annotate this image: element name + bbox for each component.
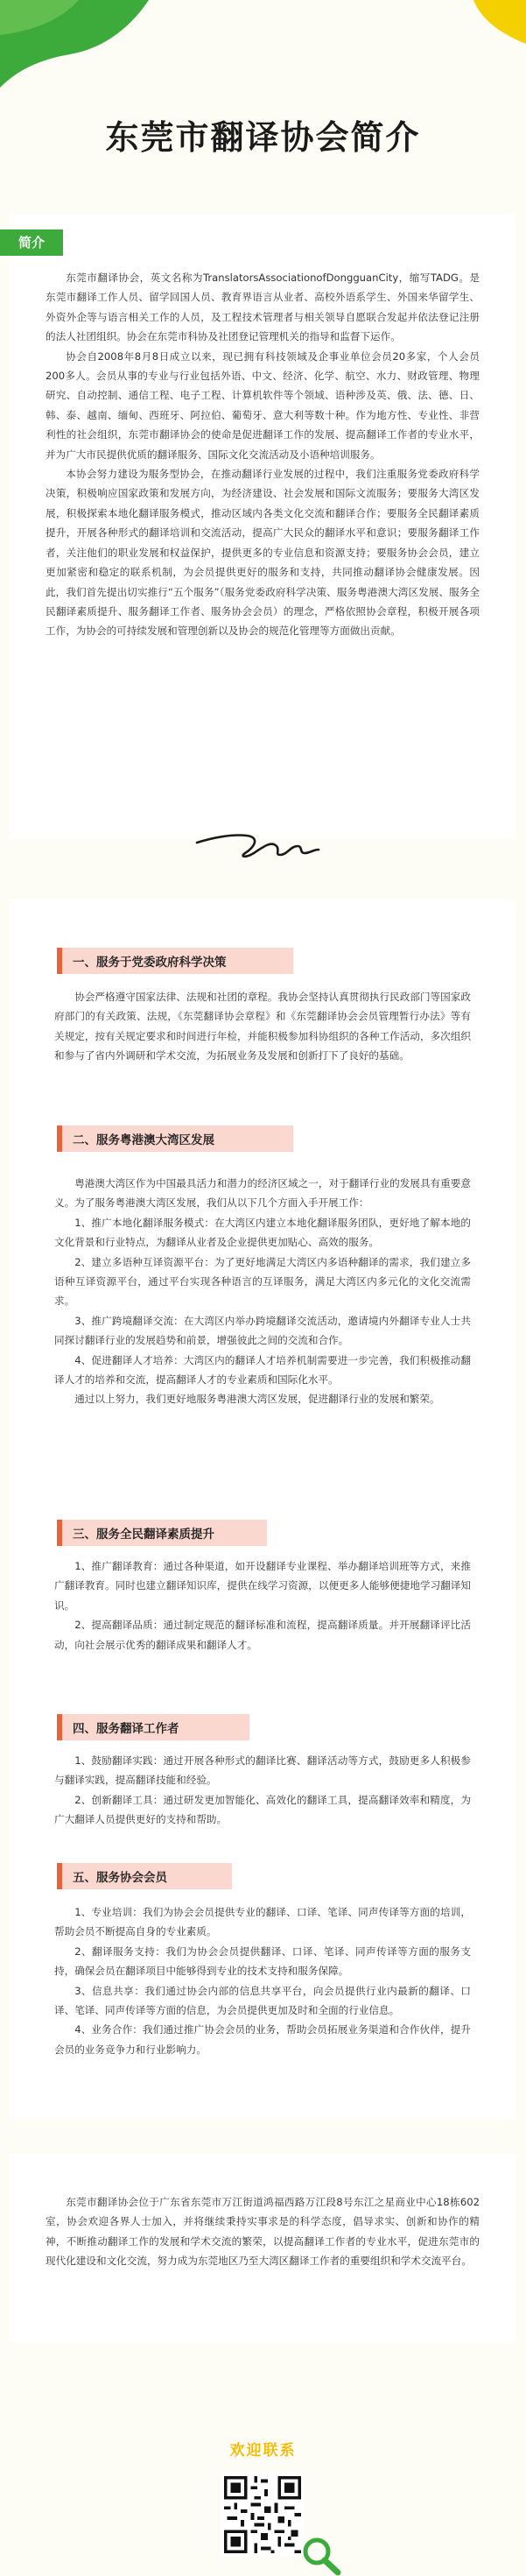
section-paragraph: 协会严格遵守国家法律、法规和社团的章程。我协会坚持认真贯彻执行民政部门等国家政府部门的有关政策、法规，《东莞翻译协会章程》和《东莞翻译协会会员管理暂行办法》等有关规定，按有关规定要求和时间进行年检，并能积极参加科协组织的各种工作活动，多次组织和参与了省内外调研和学术交流，为拓展业务及发展和创新打下了良好的基础。 bbox=[54, 991, 471, 1062]
closing-paragraph: 东莞市翻译协会位于广东省东莞市万江街道鸿福西路万江段8号东江之星商业中心18栋602室，协会欢迎各界人士加入，并将继续秉持实事求是的科学态度，倡导求实、创新和协作的精神，不断推动翻译工作的发展和学术交流的繁荣，以提高翻译工作者的专业水平，促进东莞市的现代化建设和文化交流，努力成为东莞地区乃至大湾区翻译工作者的重要组织和学术交流平台。 bbox=[46, 2196, 480, 2268]
corner-leaf-yellow-icon bbox=[456, 0, 526, 44]
closing-body bbox=[46, 2192, 480, 2271]
section-paragraph: 通过以上努力，我们更好地服务粤港澳大湾区发展，促进翻译行业的发展和繁荣。 bbox=[74, 1393, 440, 1406]
section-body-2 bbox=[54, 1174, 471, 1409]
section-paragraph: 3、推广跨境翻译交流：在大湾区内举办跨境翻译交流活动，邀请境内外翻译专业人士共同探讨翻译行业的发展趋势和前景，增强彼此之间的交流和合作。 bbox=[54, 1314, 471, 1347]
section-body-1 bbox=[54, 987, 471, 1066]
contact-title: 欢迎联系 bbox=[229, 2442, 297, 2460]
squiggle-divider-icon bbox=[193, 815, 324, 867]
section-paragraph: 1、专业培训：我们为协会会员提供专业的翻译、口译、笔译、同声传译等方面的培训，帮助会员不断提高自身的专业素质。 bbox=[54, 1906, 471, 1938]
section-body-5 bbox=[54, 1902, 471, 2059]
section-paragraph: 2、提高翻译品质：通过制定规范的翻译标准和流程，提高翻译质量。并开展翻译评比活动，向社会展示优秀的翻译成果和翻译人才。 bbox=[54, 1619, 471, 1651]
section-heading-1: 一、服务于党委政府科学决策 bbox=[57, 948, 293, 974]
section-paragraph: 1、推广本地化翻译服务模式：在大湾区内建立本地化翻译服务团队，更好地了解本地的文化背景和行业特点，为翻译从业者及企业提供更加贴心、高效的服务。 bbox=[54, 1216, 471, 1249]
intro-tag: 简介 bbox=[0, 229, 63, 256]
section-heading-2: 二、服务粤港澳大湾区发展 bbox=[57, 1126, 293, 1152]
section-paragraph: 3、信息共享：我们通过协会内部的信息共享平台，向会员提供行业内最新的翻译、口译、笔译、同声传译等方面的信息，为会员提供更加及时和全面的行业信息。 bbox=[54, 1984, 471, 2017]
section-paragraph: 4、业务合作：我们通过推广协会会员的业务，帮助会员拓展业务渠道和合作伙伴，提升会员的业务竞争力和行业影响力。 bbox=[54, 2023, 471, 2056]
section-paragraph: 2、建立多语种互译资源平台：为了更好地满足大湾区内多语种翻译的需求，我们建立多语种互译资源平台，通过平台实现各种语言的互译服务，满足大湾区内多元化的文化交流需求。 bbox=[54, 1255, 471, 1308]
intro-body bbox=[46, 268, 480, 641]
section-paragraph: 2、创新翻译工具：通过研发更加智能化、高效化的翻译工具，提高翻译效率和精度，为广大翻译人员提供更好的支持和帮助。 bbox=[54, 1793, 471, 1826]
services-card bbox=[9, 900, 516, 2119]
corner-leaf-green-icon bbox=[0, 0, 149, 88]
section-body-3 bbox=[54, 1556, 471, 1655]
intro-paragraph: 本协会努力建设为服务型协会，在推动翻译行业发展的过程中，我们注重服务党委政府科学决策，积极响应国家政策和发展方向，为经济建设、社会发展和国际文流服务；要服务大湾区发展，积极探索本地化翻译服务模式，推动区域内各类文化交流和翻译合作；要服务全民翻译素质提升，开展各种形式的翻译培训和交流活动，提高广大民众的翻译水平和意识；要服务翻译工作者，关注他们的职业发展和权益保护，提供更多的专业信息和资源支持；要服务协会会员，建立更加紧密和稳定的联系机制，为会员提供更好的服务和支持，共同推动翻译协会健康发展。因此，我们首先提出切实推行“五个服务”（服务党委政府科学决策、服务粤港澳大湾区发展、服务全民翻译素质提升、服务翻译工作者、服务协会会员）的理念，严格依照协会章程，积极开展各项工作，为协会的可持续发展和管理创新以及协会的规范化管理等方面做出贡献。 bbox=[46, 468, 480, 638]
section-paragraph: 2、翻译服务支持：我们为协会会员提供翻译、口译、笔译、同声传译等方面的服务支持，确保会员在翻译项目中能够得到专业的技术支持和服务保障。 bbox=[54, 1944, 471, 1978]
magnifier-icon bbox=[298, 2534, 350, 2576]
closing-card bbox=[9, 2154, 516, 2342]
section-heading-3: 三、服务全民翻译素质提升 bbox=[57, 1520, 267, 1546]
section-heading-4: 四、服务翻译工作者 bbox=[57, 1714, 249, 1740]
section-body-4 bbox=[54, 1751, 471, 1830]
qr-code-icon[interactable] bbox=[221, 2473, 305, 2557]
intro-paragraph: 东莞市翻译协会，英文名称为TranslatorsAssociationofDongguanCity，缩写TADG。是东莞市翻译工作人员、留学回国人员、教育界语言从业者、高校外语系学生、外国来华留学生、外资外企等与语言相关工作的人员，及工程技术管理者与相关领导自愿联合发起并依法登记注册的法人社团组织。协会在东莞市科协及社团登记管理机关的指导和监督下运作。 bbox=[46, 272, 480, 343]
page-title: 东莞市翻译协会简介 bbox=[105, 118, 421, 157]
intro-paragraph: 协会自2008年8月8日成立以来，现已拥有科技领域及企事业单位会员20多家，个人会员200多人。会员从事的专业与行业包括外语、中文、经济、化学、航空、水力、财政管理、物理研究、自动控制、通信工程、电子工程、计算机软件等个领域、语种涉及英、俄、法、德、日、韩、泰、越南、缅甸、西班牙、阿拉伯、葡萄牙、意大利等数十种。作为地方性、专业性、非营利性的社会组织，东莞市翻译协会的使命是促进翻译工作的发展、提高翻译工作者的专业水平，并为广大市民提供优质的翻译服务、国际文化交流活动及小语种培训服务。 bbox=[46, 349, 480, 461]
section-paragraph: 1、推广翻译教育：通过各种渠道，如开设翻译专业课程、举办翻译培训班等方式，来推广翻译教育。同时也建立翻译知识库，提供在线学习资源，以便更多人能够便捷地学习翻译知识。 bbox=[54, 1560, 471, 1612]
section-heading-5: 五、服务协会会员 bbox=[57, 1863, 232, 1889]
section-paragraph: 粤港澳大湾区作为中国最具活力和潜力的经济区域之一，对于翻译行业的发展具有重要意义。为了服务粤港澳大湾区发展，我们从以下几个方面入手开展工作： bbox=[54, 1177, 471, 1210]
intro-card bbox=[9, 214, 516, 839]
section-paragraph: 4、促进翻译人才培养：大湾区内的翻译人才培养机制需要进一步完善，我们积极推动翻译人才的培养和交流，提高翻译人才的专业素质和国际化水平。 bbox=[54, 1353, 471, 1387]
section-paragraph: 1、鼓励翻译实践：通过开展各种形式的翻译比赛、翻译活动等方式，鼓励更多人积极参与翻译实践，提高翻译技能和经验。 bbox=[54, 1754, 471, 1787]
